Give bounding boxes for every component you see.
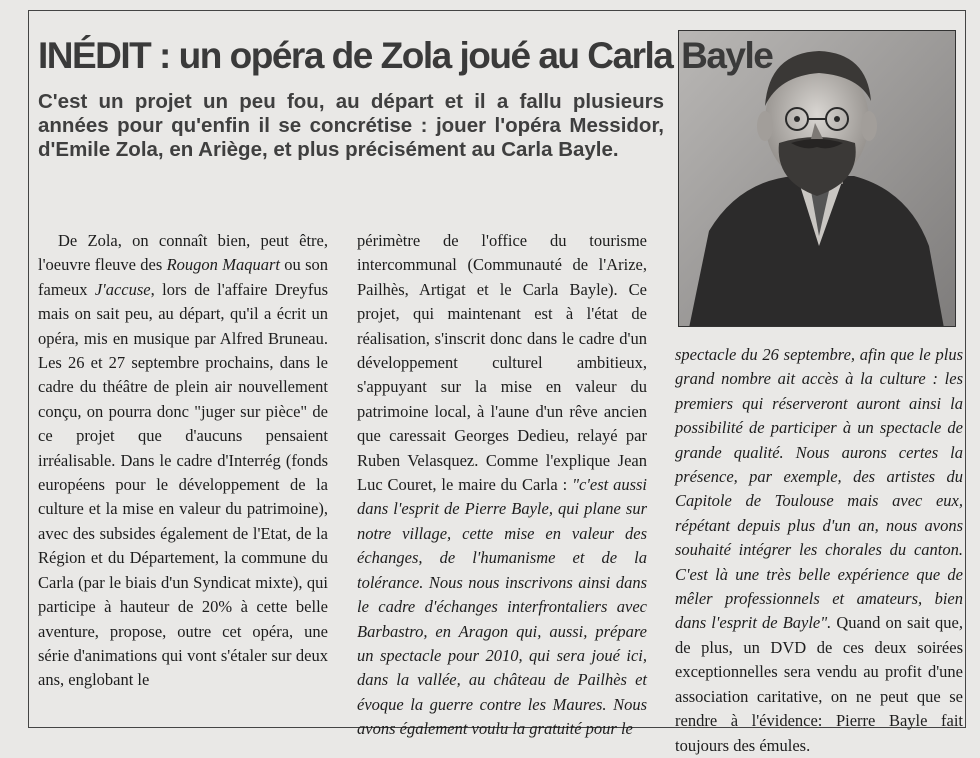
column-1-text-c: , lors de l'affaire Dreyfus mais on sait peu, au départ, qu'il a écrit un opéra, mis en musique par Alfred Bruneau. Les 26 et 27 septembre prochains, dans le cadre du théâtre de plein air nouvellement conçu, on pourra donc "juger sur pièce" de ce projet que d'aucuns pensaient irréalisable. Dans le cadre d'Interrég (fonds européens pour le développement de la culture et la mise en valeur du patrimoine), avec des subsides également de l'Etat, de la Région et du Département, la commune du Carla (par le biais d'un Syndicat mixte), qui participe à hauteur de 20% à cette belle aventure, propose, outre cet opéra, une série d'animations qui vont s'étaler sur deux ans, englobant le	[38, 279, 328, 690]
column-3-paragraph	[675, 343, 963, 758]
mayor-quote-start: "c'est aussi dans l'esprit de Pierre Bayle, qui plane sur notre village, cette mise en valeur des échanges, de l'humanisme et de la tolérance. Nous nous inscrivons ainsi dans le cadre d'échanges interfrontaliers avec Barbastro, en Aragon qui, aussi, prépare un spectacle pour 2010, qui sera joué ici, dans la vallée, au château de Pailhès et évoque la guerre contre les Maures. Nous avons également voulu la gratuité pour le	[357, 475, 648, 739]
column-1-text-b: ou son fameux	[38, 255, 328, 299]
article-column-2	[357, 229, 647, 742]
column-2-text: périmètre de l'office du tourisme intercommunal (Communauté de l'Arize, Pailhès, Artigat et le Carla Bayle). Ce projet, qui maintenant est à l'état de réalisation, s'inscrit donc dans le cadre d'un développement culturel ambitieux, s'appuyant sur la mise en valeur du patrimoine local, à l'aune d'un rêve ancien que caressait Georges Dedieu, relayé par Ruben Velasquez. Comme l'explique Jean Luc Couret, le maire du Carla :	[357, 231, 647, 495]
article-column-3	[675, 343, 963, 758]
column-1-paragraph	[38, 229, 328, 693]
mayor-quote-end: spectacle du 26 septembre, afin que le plus grand nombre ait accès à la culture : les premiers qui réserveront auront ainsi la possibilité de participer à un spectacle de grande qualité. Nous aurons certes la présence, par exemple, des artistes du Capitole de Toulouse mais avec eux, répétant depuis plus d'un an, nous avons souhaité intégrer les chorales du canton. C'est là une très belle expérience que de mêler professionnels et amateurs, bien dans l'esprit de Bayle".	[675, 345, 963, 633]
article-column-1	[38, 229, 328, 693]
article-title: INÉDIT : un opéra de Zola joué au Carla Bayle	[38, 35, 773, 76]
column-2-paragraph	[357, 229, 647, 742]
article-lede: C'est un projet un peu fou, au départ et il a fallu plusieurs années pour qu'enfin il se concrétise : jouer l'opéra Messidor, d'Emile Zola, en Ariège, et plus précisément au Carla Bayle.	[38, 90, 664, 161]
column-3-text: Quand on sait que, de plus, un DVD de ces deux soirées exceptionnelles sera vendu au profit d'une association caritative, on ne peut que se rendre à l'évidence: Pierre Bayle fait toujours des émules.	[675, 613, 963, 755]
jaccuse-title: J'accuse	[94, 279, 151, 299]
column-1-text-a: De Zola, on connaît bien, peut être, l'oeuvre fleuve des	[38, 231, 328, 275]
rougon-maquart-title: Rougon Maquart	[166, 255, 280, 275]
